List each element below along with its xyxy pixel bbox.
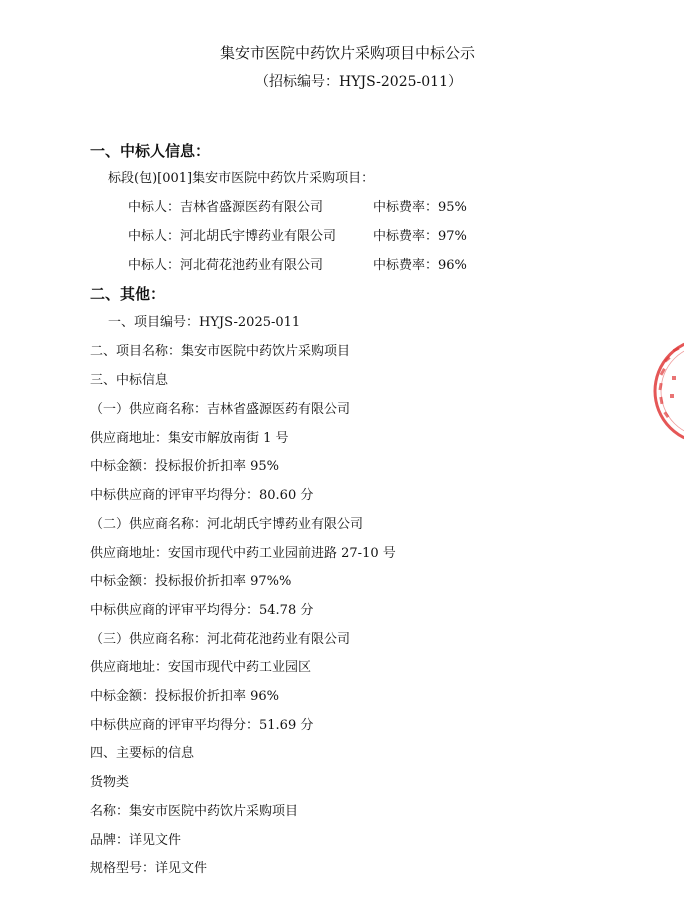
supplier-2-address: 供应商地址：安国市现代中药工业园前进路 27-10 号 <box>90 546 396 561</box>
supplier-3-amount: 中标金额：投标报价折扣率 96% <box>90 689 280 704</box>
winner-1-label: 中标人：吉林省盛源医药有限公司 <box>128 200 324 215</box>
section1-heading: 一、中标人信息： <box>90 142 211 160</box>
supplier-2-score: 中标供应商的评审平均得分：54.78 分 <box>90 603 314 618</box>
supplier-1-amount: 中标金额：投标报价折扣率 95% <box>90 459 280 474</box>
winner-1-rate: 中标费率：95% <box>373 200 467 215</box>
supplier-3-address: 供应商地址：安国市现代中药工业园区 <box>90 660 312 675</box>
supplier-3-name: （三）供应商名称：河北荷花池药业有限公司 <box>90 632 351 647</box>
official-seal-stamp <box>652 336 684 446</box>
document-title: 集安市医院中药饮片采购项目中标公示 <box>220 44 476 62</box>
supplier-2-name: （二）供应商名称：河北胡氏宇博药业有限公司 <box>90 517 364 532</box>
item-brand: 品牌：详见文件 <box>90 833 182 848</box>
supplier-1-address: 供应商地址：集安市解放南街 1 号 <box>90 431 289 446</box>
winner-2-rate: 中标费率：97% <box>373 229 467 244</box>
supplier-1-score: 中标供应商的评审平均得分：80.60 分 <box>90 488 314 503</box>
goods-category: 货物类 <box>90 775 130 790</box>
supplier-2-amount: 中标金额：投标报价折扣率 97%% <box>90 574 292 589</box>
supplier-3-score: 中标供应商的评审平均得分：51.69 分 <box>90 718 314 733</box>
winner-2-label: 中标人：河北胡氏宇博药业有限公司 <box>128 229 337 244</box>
section2-heading: 二、其他： <box>90 285 166 303</box>
winner-3-label: 中标人：河北荷花池药业有限公司 <box>128 258 324 273</box>
winner-3-rate: 中标费率：96% <box>373 258 467 273</box>
main-subject-heading: 四、主要标的信息 <box>90 746 195 761</box>
item-name: 名称：集安市医院中药饮片采购项目 <box>90 804 299 819</box>
project-name-line: 二、项目名称：集安市医院中药饮片采购项目 <box>90 344 351 359</box>
lot-line: 标段(包)[001]集安市医院中药饮片采购项目： <box>108 171 375 186</box>
project-number-line: 一、项目编号：HYJS-2025-011 <box>108 315 301 330</box>
award-info-heading: 三、中标信息 <box>90 373 169 388</box>
document-subtitle: （招标编号：HYJS-2025-011） <box>255 74 462 90</box>
supplier-1-name: （一）供应商名称：吉林省盛源医药有限公司 <box>90 402 351 417</box>
item-spec: 规格型号：详见文件 <box>90 861 208 876</box>
